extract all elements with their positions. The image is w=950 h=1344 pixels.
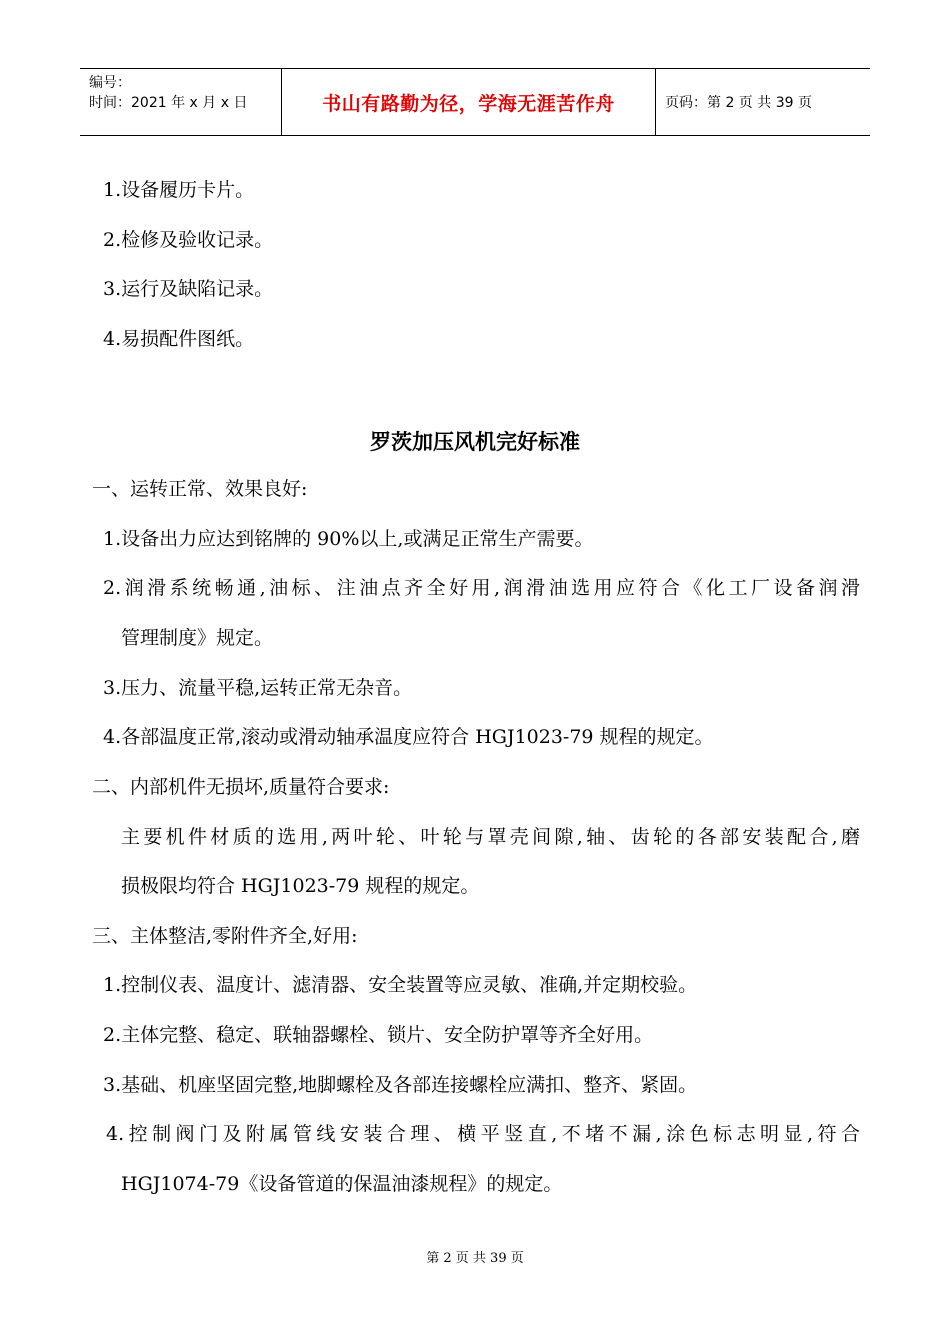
list-item: 1.设备出力应达到铭牌的 90%以上,或满足正常生产需要。 — [103, 528, 594, 550]
list-item: 1.控制仪表、温度计、滤清器、安全装置等应灵敏、准确,并定期校验。 — [103, 974, 698, 996]
page-header — [80, 68, 870, 136]
section-heading: 二、内部机件无损坏,质量符合要求: — [92, 776, 390, 798]
paragraph-line: 主要机件材质的选用,两叶轮、叶轮与罩壳间隙,轴、齿轮的各部安装配合,磨 — [121, 826, 860, 848]
list-item: 3.压力、流量平稳,运转正常无杂音。 — [103, 677, 413, 699]
list-item: 2.润滑系统畅通,油标、注油点齐全好用,润滑油选用应符合《化工厂设备润滑 — [103, 577, 860, 599]
list-item: 4.控制阀门及附属管线安装合理、横平竖直,不堵不漏,涂色标志明显,符合 — [106, 1123, 860, 1145]
header-meta — [80, 69, 282, 135]
list-item: 3.运行及缺陷记录。 — [103, 278, 274, 300]
list-item-continuation: 管理制度》规定。 — [121, 627, 274, 649]
header-motto: 书山有路勤为径，学海无涯苦作舟 — [282, 69, 656, 135]
list-item: 2.主体完整、稳定、联轴器螺栓、锁片、安全防护罩等齐全好用。 — [103, 1024, 654, 1046]
list-item: 4.各部温度正常,滚动或滑动轴承温度应符合 HGJ1023-79 规程的规定。 — [103, 726, 714, 748]
list-item: 2.检修及验收记录。 — [103, 229, 274, 251]
section-heading: 一、运转正常、效果良好: — [92, 478, 308, 500]
document-title: 罗茨加压风机完好标准 — [370, 430, 580, 454]
list-item: 4.易损配件图纸。 — [103, 328, 255, 350]
section-heading: 三、主体整洁,零附件齐全,好用: — [92, 925, 358, 947]
time-label: 时间：2021 年 x 月 x 日 — [89, 95, 248, 111]
list-item: 3.基础、机座坚固完整,地脚螺栓及各部连接螺栓应满扣、整齐、紧固。 — [103, 1074, 698, 1096]
header-page-info: 页码：第 2 页 共 39 页 — [665, 95, 812, 111]
page-footer: 第 2 页 共 39 页 — [426, 1251, 524, 1266]
list-item-continuation: HGJ1074-79《设备管道的保温油漆规程》的规定。 — [121, 1173, 563, 1195]
paragraph-line: 损极限均符合 HGJ1023-79 规程的规定。 — [121, 875, 480, 897]
list-item: 1.设备履历卡片。 — [103, 179, 255, 201]
number-label: 编号： — [89, 75, 131, 91]
